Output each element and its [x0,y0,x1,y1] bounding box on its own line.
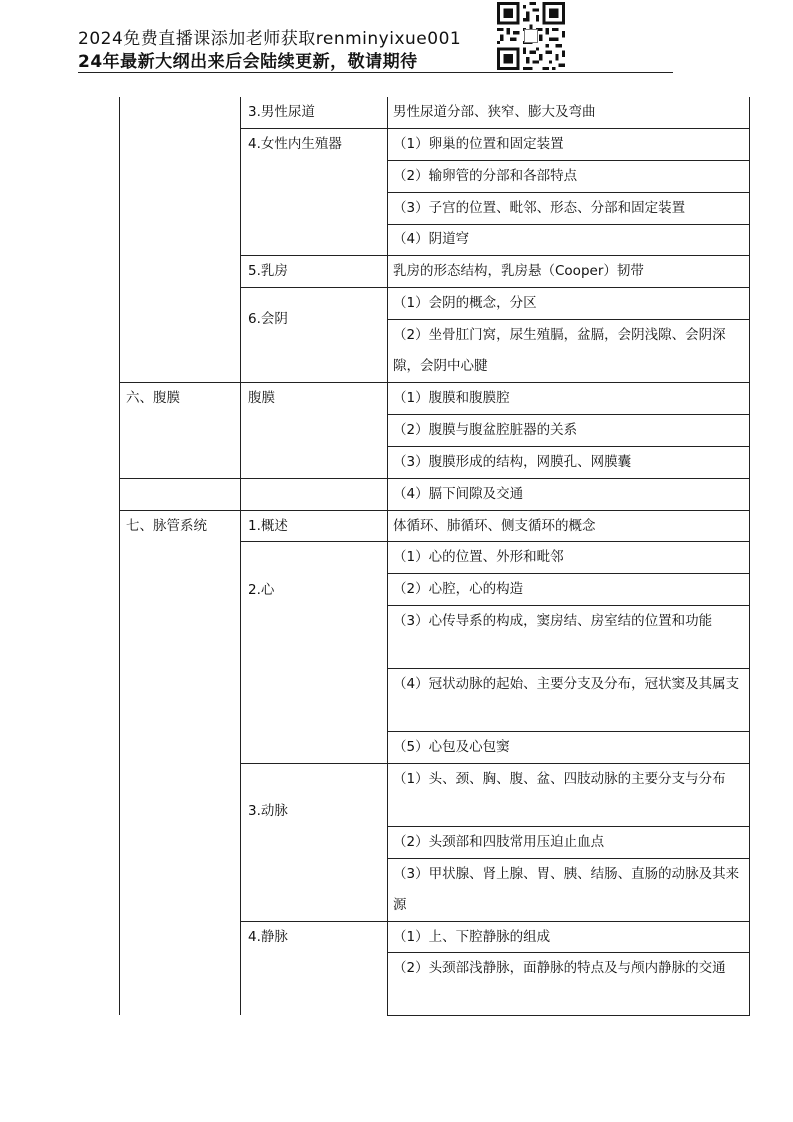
header-update-line: 24年最新大纲出来后会陆续更新，敬请期待 [78,52,418,72]
content-cell: （5）心包及心包窦 [393,739,510,755]
header-divider [78,72,673,73]
topic-cell: 腹膜 [248,390,275,406]
content-cell: （3）心传导系的构成，窦房结、房室结的位置和功能 [393,613,713,629]
content-cell: （3）甲状腺、肾上腺、胃、胰、结肠、直肠的动脉及其来源 [393,866,740,913]
column-divider-2 [387,97,388,1015]
page-header [78,20,678,76]
table-left-border [119,97,120,1015]
content-cell: （2）头颈部浅静脉，面静脉的特点及与颅内静脉的交通 [393,960,726,976]
topic-cell: 6.会阴 [248,311,288,327]
content-cell: 体循环、肺循环、侧支循环的概念 [393,518,596,534]
content-cell: （1）卵巢的位置和固定装置 [393,136,564,152]
content-cell: （3）腹膜形成的结构，网膜孔、网膜囊 [393,454,632,470]
content-cell: （4）膈下间隙及交通 [393,486,524,502]
content-cell: （2）坐骨肛门窝，尿生殖膈，盆膈，会阴浅隙、会阴深隙，会阴中心腱 [393,327,726,374]
content-cell: （1）头、颈、胸、腹、盆、四肢动脉的主要分支与分布 [393,771,726,787]
topic-cell: 5.乳房 [248,263,288,279]
topic-cell: 1.概述 [248,518,288,534]
header-promo-line: 2024免费直播课添加老师获取renminyixue001 [78,29,462,49]
content-cell: （4）冠状动脉的起始、主要分支及分布，冠状窦及其属支 [393,676,740,692]
section-title: 六、腹膜 [126,390,180,406]
column-divider-1 [240,97,241,1015]
content-cell: （1）腹膜和腹膜腔 [393,390,510,406]
content-cell: （1）上、下腔静脉的组成 [393,929,551,945]
topic-cell: 4.女性内生殖器 [248,136,342,152]
content-cell: （4）阴道穹 [393,231,470,247]
topic-cell: 3.男性尿道 [248,104,315,120]
content-cell: （2）腹膜与腹盆腔脏器的关系 [393,422,578,438]
content-cell: 乳房的形态结构，乳房悬（Cooper）韧带 [393,263,644,279]
topic-cell: 3.动脉 [248,803,288,819]
table-bottom-border [387,1015,750,1016]
content-cell: （3）子宫的位置、毗邻、形态、分部和固定装置 [393,200,686,216]
content-cell: （2）输卵管的分部和各部特点 [393,168,578,184]
content-cell: 男性尿道分部、狭窄、膨大及弯曲 [393,104,596,120]
content-cell: （1）心的位置、外形和毗邻 [393,549,564,565]
topic-cell: 4.静脉 [248,929,288,945]
topic-cell: 2.心 [248,582,275,598]
table-right-border [749,97,750,1015]
section-title: 七、脉管系统 [126,518,207,534]
content-cell: （2）心腔，心的构造 [393,581,524,597]
qr-code-icon[interactable] [497,2,565,70]
content-cell: （1）会阴的概念，分区 [393,295,537,311]
content-cell: （2）头颈部和四肢常用压迫止血点 [393,834,605,850]
